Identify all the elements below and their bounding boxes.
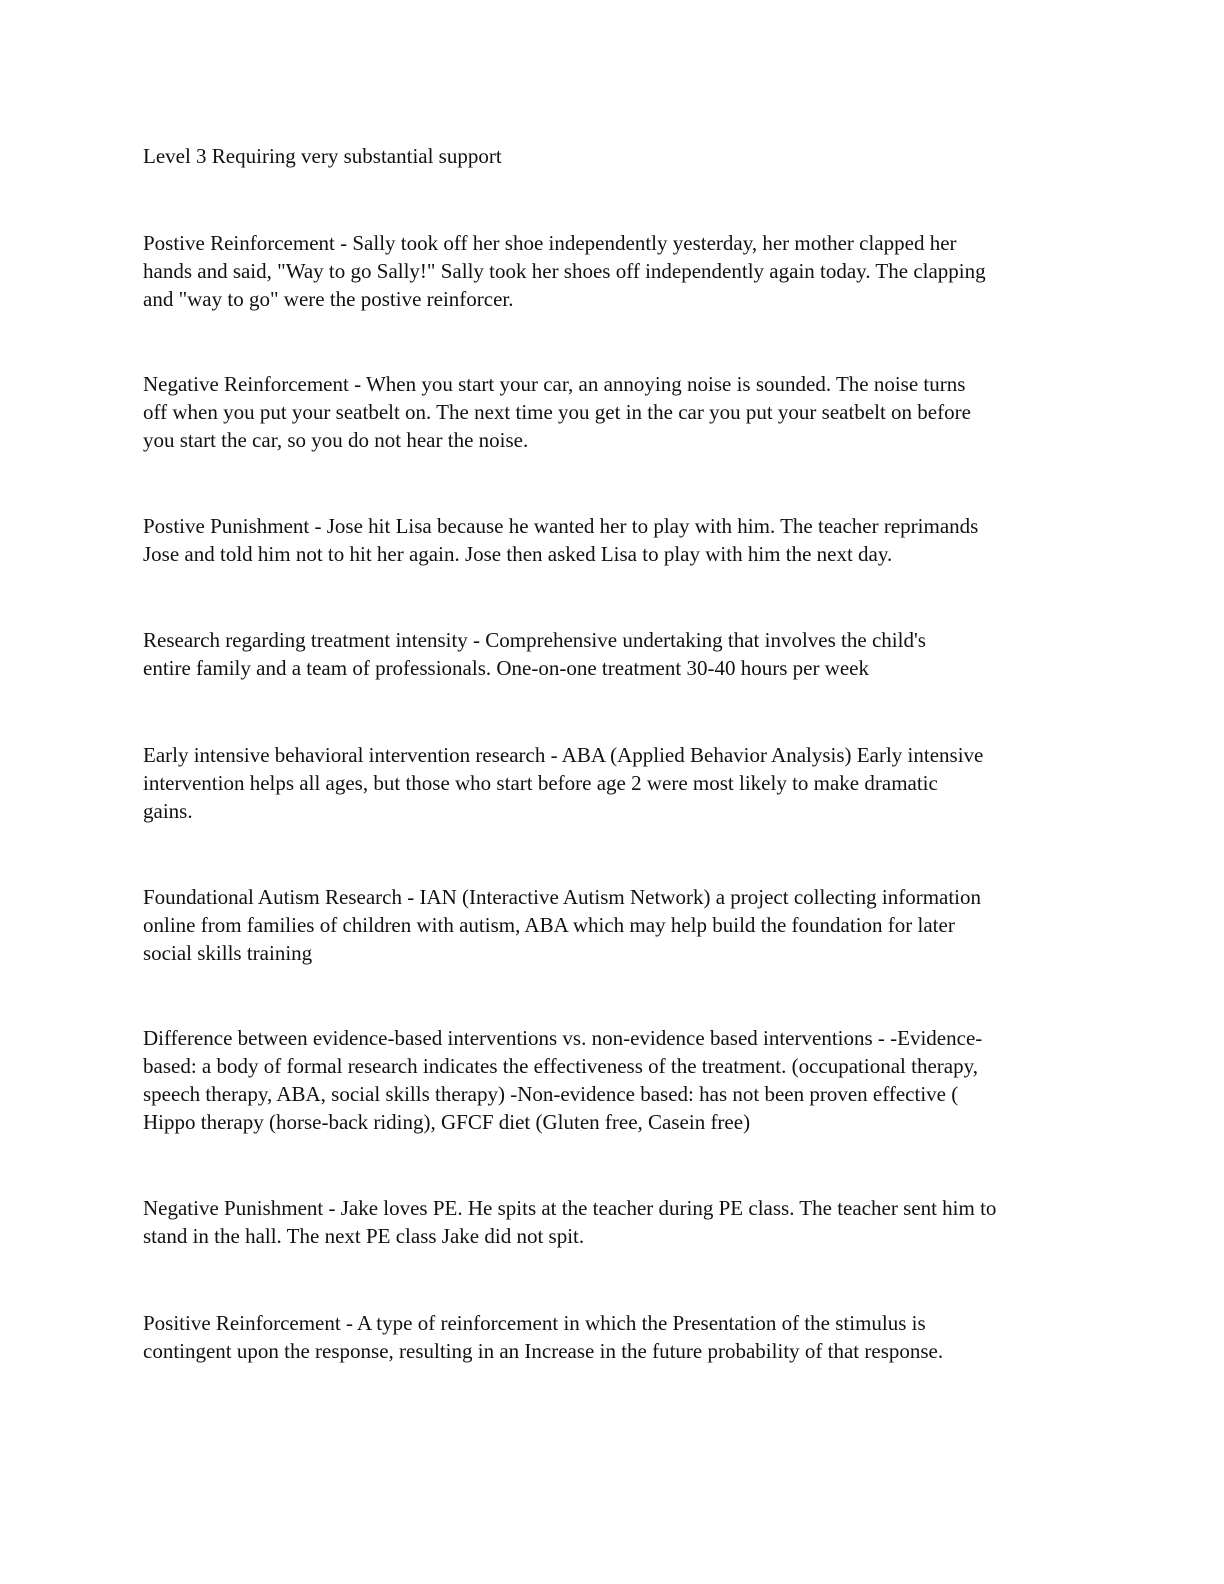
paragraph-line: and "way to go" were the postive reinforcer. (143, 287, 514, 311)
paragraph-line: you start the car, so you do not hear the noise. (143, 428, 529, 452)
evidence-based-interventions (143, 1024, 1103, 1136)
paragraph-line: Positive Reinforcement - A type of reinforcement in which the Presentation of the stimulus is (143, 1311, 926, 1335)
negative-punishment-example (143, 1194, 1103, 1250)
paragraph-line: Negative Reinforcement - When you start your car, an annoying noise is sounded. The noise turns (143, 372, 966, 396)
paragraph-line: intervention helps all ages, but those who start before age 2 were most likely to make dramatic (143, 771, 938, 795)
paragraph-line: Negative Punishment - Jake loves PE. He spits at the teacher during PE class. The teacher sent him to (143, 1196, 997, 1220)
document-heading (143, 142, 1103, 170)
paragraph-line: Early intensive behavioral intervention research - ABA (Applied Behavior Analysis) Early intensive (143, 743, 984, 767)
paragraph-line: speech therapy, ABA, social skills therapy) -Non-evidence based: has not been proven effective ( (143, 1082, 959, 1106)
paragraph-line: off when you put your seatbelt on. The next time you get in the car you put your seatbelt on before (143, 400, 971, 424)
paragraph-line: based: a body of formal research indicates the effectiveness of the treatment. (occupational therapy, (143, 1054, 978, 1078)
paragraph-line: Jose and told him not to hit her again. Jose then asked Lisa to play with him the next day. (143, 542, 893, 566)
positive-punishment-example (143, 512, 1103, 568)
foundational-autism-research (143, 883, 1103, 967)
negative-reinforcement-example (143, 370, 1103, 454)
positive-reinforcement-example (143, 229, 1103, 313)
paragraph-line: Postive Reinforcement - Sally took off her shoe independently yesterday, her mother clapped her (143, 231, 957, 255)
paragraph-line: Hippo therapy (horse-back riding), GFCF diet (Gluten free, Casein free) (143, 1110, 751, 1134)
heading-text: Level 3 Requiring very substantial support (143, 144, 502, 168)
early-intervention-research (143, 741, 1103, 825)
treatment-intensity-research (143, 626, 1103, 682)
paragraph-line: social skills training (143, 941, 313, 965)
paragraph-line: Foundational Autism Research - IAN (Interactive Autism Network) a project collecting information (143, 885, 982, 909)
paragraph-line: stand in the hall. The next PE class Jake did not spit. (143, 1224, 585, 1248)
paragraph-line: Research regarding treatment intensity - Comprehensive undertaking that involves the child's (143, 628, 926, 652)
paragraph-line: contingent upon the response, resulting in an Increase in the future probability of that response. (143, 1339, 944, 1363)
paragraph-line: gains. (143, 799, 193, 823)
paragraph-line: online from families of children with autism, ABA which may help build the foundation for later (143, 913, 955, 937)
paragraph-line: Postive Punishment - Jose hit Lisa because he wanted her to play with him. The teacher reprimands (143, 514, 979, 538)
paragraph-line: hands and said, "Way to go Sally!" Sally took her shoes off independently again today. The clapping (143, 259, 986, 283)
paragraph-line: entire family and a team of professionals. One-on-one treatment 30-40 hours per week (143, 656, 869, 680)
paragraph-line: Difference between evidence-based interventions vs. non-evidence based interventions - -Evidence- (143, 1026, 983, 1050)
positive-reinforcement-definition (143, 1309, 1103, 1365)
